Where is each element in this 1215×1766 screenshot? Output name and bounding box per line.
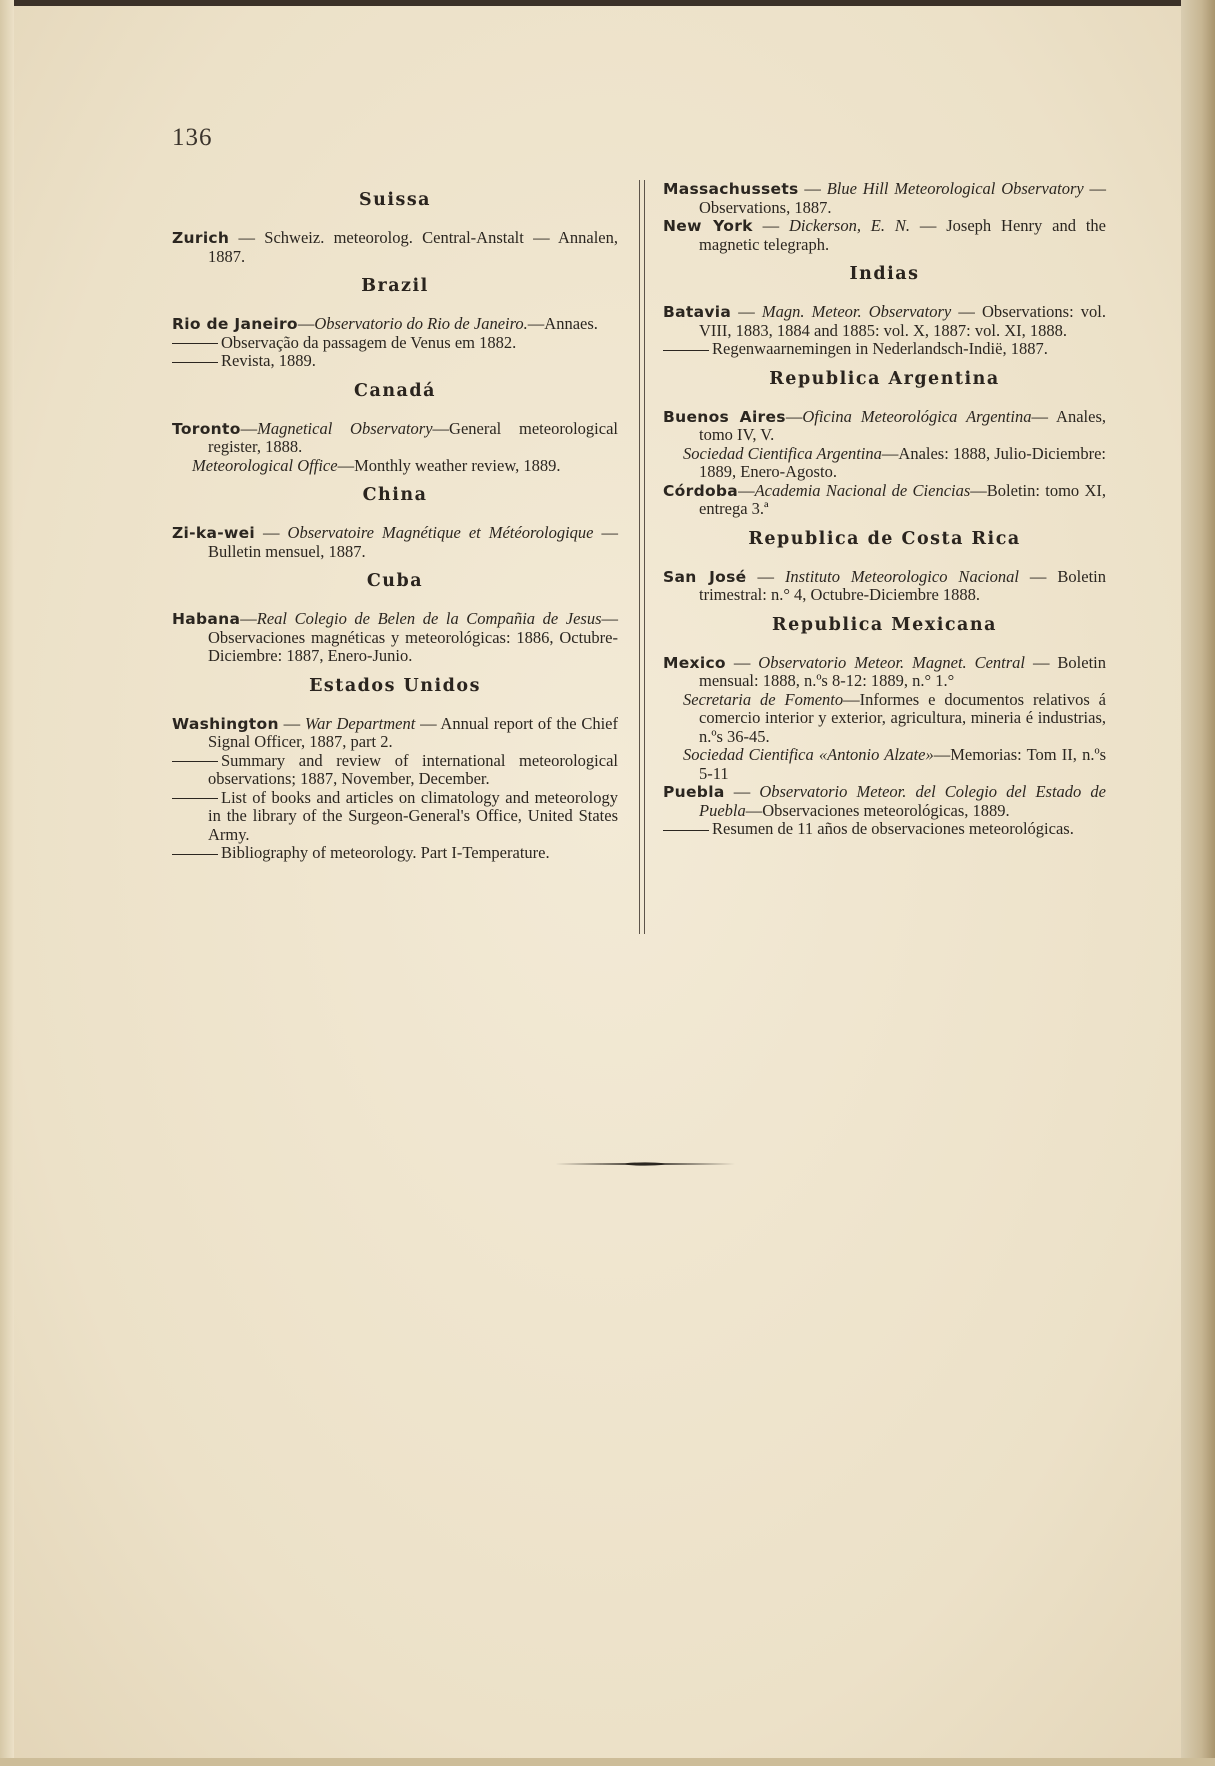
ditto-dash (172, 798, 218, 799)
ditto-dash (172, 761, 218, 762)
entry-city: Rio de Janeiro (172, 315, 298, 333)
page-left-edge (0, 0, 14, 1766)
section (172, 571, 618, 666)
entry-details: List of books and articles on climatology and meteorology in the library of the Surgeon-General's Office, United States Army. (208, 787, 618, 844)
entry-institution: Observatorio Meteor. del Colegio del Estado de Puebla (699, 782, 1106, 820)
page-number: 136 (172, 124, 213, 151)
section (172, 485, 618, 561)
ditto-dash (663, 350, 709, 351)
right-column (663, 180, 1106, 849)
entry-details: Bibliography of meteorology. Part I-Temperature. (221, 843, 550, 862)
entry-city: Córdoba (663, 481, 739, 500)
entry-city: Puebla (663, 783, 725, 801)
catalog-entry (663, 303, 1106, 340)
entry-institution: Observatoire Magnétique et Météorologique (287, 523, 594, 542)
entry-separator: — (255, 523, 288, 542)
entry-separator: — (724, 782, 760, 801)
entry-details: —Boletin: tomo XI, entrega 3.ª (699, 480, 1107, 518)
catalog-entry (172, 524, 618, 561)
left-column (172, 180, 618, 873)
entry-institution: Observatorio do Rio de Janeiro. (314, 314, 528, 333)
continuation-entry (172, 352, 618, 371)
entry-details: — Bulletin mensuel, 1887. (208, 523, 619, 561)
section (663, 369, 1106, 519)
entry-details: —Informes e documentos relativos á comercio interior y exterior, agricultura, mineria é industrias, n.ºs 36-45. (699, 689, 1106, 746)
entry-separator: — (731, 302, 762, 321)
entry-institution: Sociedad Cientifica «Antonio Alzate» (683, 745, 934, 764)
section-heading: Suissa (358, 190, 432, 210)
entry-institution: Sociedad Cientifica Argentina (683, 443, 882, 463)
entry-institution: Academia Nacional de Ciencias (754, 480, 971, 500)
end-ornament (555, 1160, 735, 1168)
entry-details: —Monthly weather review, 1889. (337, 455, 561, 475)
continuation-entry (172, 844, 618, 863)
entry-details: — Observations: vol. VIII, 1883, 1884 and 1885: vol. X, 1887: vol. XI, 1888. (699, 302, 1107, 340)
catalog-entry (663, 654, 1106, 691)
entry-separator: — (240, 609, 257, 628)
entry-details: Resumen de 11 años de observaciones meteorológicas. (712, 819, 1074, 838)
entry-details: — Anales, tomo IV, V. (699, 406, 1106, 444)
section (663, 264, 1106, 359)
entry-details: — Observations, 1887. (699, 179, 1107, 217)
entry-details: Summary and review of international meteorological observations; 1887, November, December. (208, 750, 618, 788)
section (172, 276, 618, 371)
entry-details: — Boletin trimestral: n.° 4, Octubre-Diciembre 1888. (699, 566, 1106, 604)
entry-details: Schweiz. meteorolog. Central-Anstalt — Annalen, 1887. (208, 228, 618, 266)
section-heading: Republica Mexicana (772, 614, 997, 635)
sub-entry (172, 457, 618, 476)
entry-city: Zi-ka-wei (172, 524, 256, 542)
entry-city: Toronto (172, 419, 241, 438)
catalog-entry (172, 420, 618, 457)
entry-separator: — (746, 566, 785, 586)
entry-city: Buenos Aires (663, 407, 786, 426)
entry-separator: — (785, 406, 803, 426)
section (663, 615, 1106, 839)
entry-separator: — (725, 652, 759, 672)
entry-details: Observação da passagem de Venus em 1882. (221, 332, 517, 352)
entry-institution: Meteorological Office (192, 455, 338, 475)
entry-institution: Blue Hill Meteorological Observatory (826, 179, 1084, 198)
catalog-entry (663, 408, 1106, 445)
entry-separator: — (240, 418, 258, 438)
entry-details: — Joseph Henry and the magnetic telegraph. (699, 216, 1106, 254)
page-bottom-edge (0, 1758, 1215, 1766)
column-divider (639, 180, 645, 934)
continuation-entry (172, 752, 618, 789)
catalog-entry (663, 180, 1106, 217)
entry-city: Washington (172, 714, 279, 733)
entry-details: —Observaciones magnéticas y meteorológicas: 1886, Octubre-Diciembre: 1887, Enero-Junio. (208, 609, 618, 665)
entry-institution: Oficina Meteorológica Argentina (802, 406, 1032, 426)
section-heading: Cuba (366, 571, 424, 591)
continuation-entry (663, 820, 1106, 839)
entry-city: Habana (172, 610, 241, 628)
catalog-entry (663, 217, 1106, 254)
entry-details: —Anales: 1888, Julio-Diciembre: 1889, Enero-Agosto. (699, 443, 1106, 481)
sub-entry (663, 691, 1106, 747)
section-heading: Brazil (361, 276, 429, 296)
catalog-entry (172, 610, 618, 666)
section-heading: Estados Unidos (309, 675, 481, 696)
sub-entry (663, 445, 1106, 482)
ditto-dash (172, 854, 218, 855)
entry-separator: — (738, 480, 755, 500)
entry-institution: Observatorio Meteor. Magnet. Central (758, 652, 1026, 672)
catalog-entry (172, 229, 618, 266)
section (172, 676, 618, 863)
catalog-entry (663, 783, 1106, 820)
entry-details: — Boletin mensual: 1888, n.ºs 8-12: 1889, n.° 1.° (699, 652, 1107, 690)
entry-details: —Observaciones meteorológicas, 1889. (745, 800, 1010, 820)
ditto-dash (172, 362, 218, 363)
continuation-entry (172, 789, 618, 845)
entry-separator: — (798, 179, 827, 198)
entry-details: —Memorias: Tom II, n.ºs 5-11 (699, 745, 1106, 783)
entry-institution: Magn. Meteor. Observatory (761, 302, 952, 321)
section (172, 381, 618, 476)
section (663, 180, 1106, 254)
catalog-entry (172, 315, 618, 334)
entry-separator: — (278, 713, 305, 733)
section (172, 190, 618, 266)
entry-separator: — (229, 228, 265, 247)
entry-details: —General meteorological register, 1888. (208, 418, 618, 456)
section-heading: China (362, 485, 428, 505)
section-heading: Indias (849, 264, 920, 284)
entry-city: Zurich (172, 229, 230, 247)
entry-details: Regenwaarnemingen in Nederlandsch-Indië, 1887. (712, 339, 1048, 358)
entry-institution: Real Colegio de Belen de la Compañia de Jesus (256, 609, 602, 628)
ditto-dash (172, 343, 218, 344)
entry-city: San José (663, 567, 747, 586)
entry-institution: Dickerson, E. N. (789, 216, 911, 235)
entry-city: Massachussets (663, 180, 799, 198)
page-right-edge (1181, 0, 1215, 1766)
catalog-entry (663, 482, 1106, 519)
ditto-dash (663, 830, 709, 831)
entry-institution: Magnetical Observatory (257, 418, 433, 438)
sub-entry (663, 746, 1106, 783)
entry-separator: — (297, 314, 315, 333)
catalog-entry (663, 568, 1106, 605)
page-top-edge (0, 0, 1215, 6)
catalog-entry (172, 715, 618, 752)
entry-institution: Instituto Meteorologico Nacional (784, 566, 1019, 586)
entry-separator: — (752, 216, 789, 235)
entry-city: New York (663, 217, 753, 235)
section-heading: Republica de Costa Rica (748, 528, 1021, 549)
entry-city: Mexico (663, 653, 726, 672)
section-heading: Canadá (354, 380, 436, 401)
entry-city: Batavia (663, 303, 732, 321)
entry-details: — Annual report of the Chief Signal Officer, 1887, part 2. (208, 713, 619, 751)
entry-institution: War Department (304, 713, 416, 733)
entry-details: Revista, 1889. (221, 351, 316, 370)
entry-details: —Annaes. (527, 314, 598, 333)
section-heading: Republica Argentina (769, 368, 1000, 389)
continuation-entry (663, 340, 1106, 359)
continuation-entry (172, 334, 618, 353)
section (663, 529, 1106, 605)
entry-institution: Secretaria de Fomento (683, 689, 844, 709)
